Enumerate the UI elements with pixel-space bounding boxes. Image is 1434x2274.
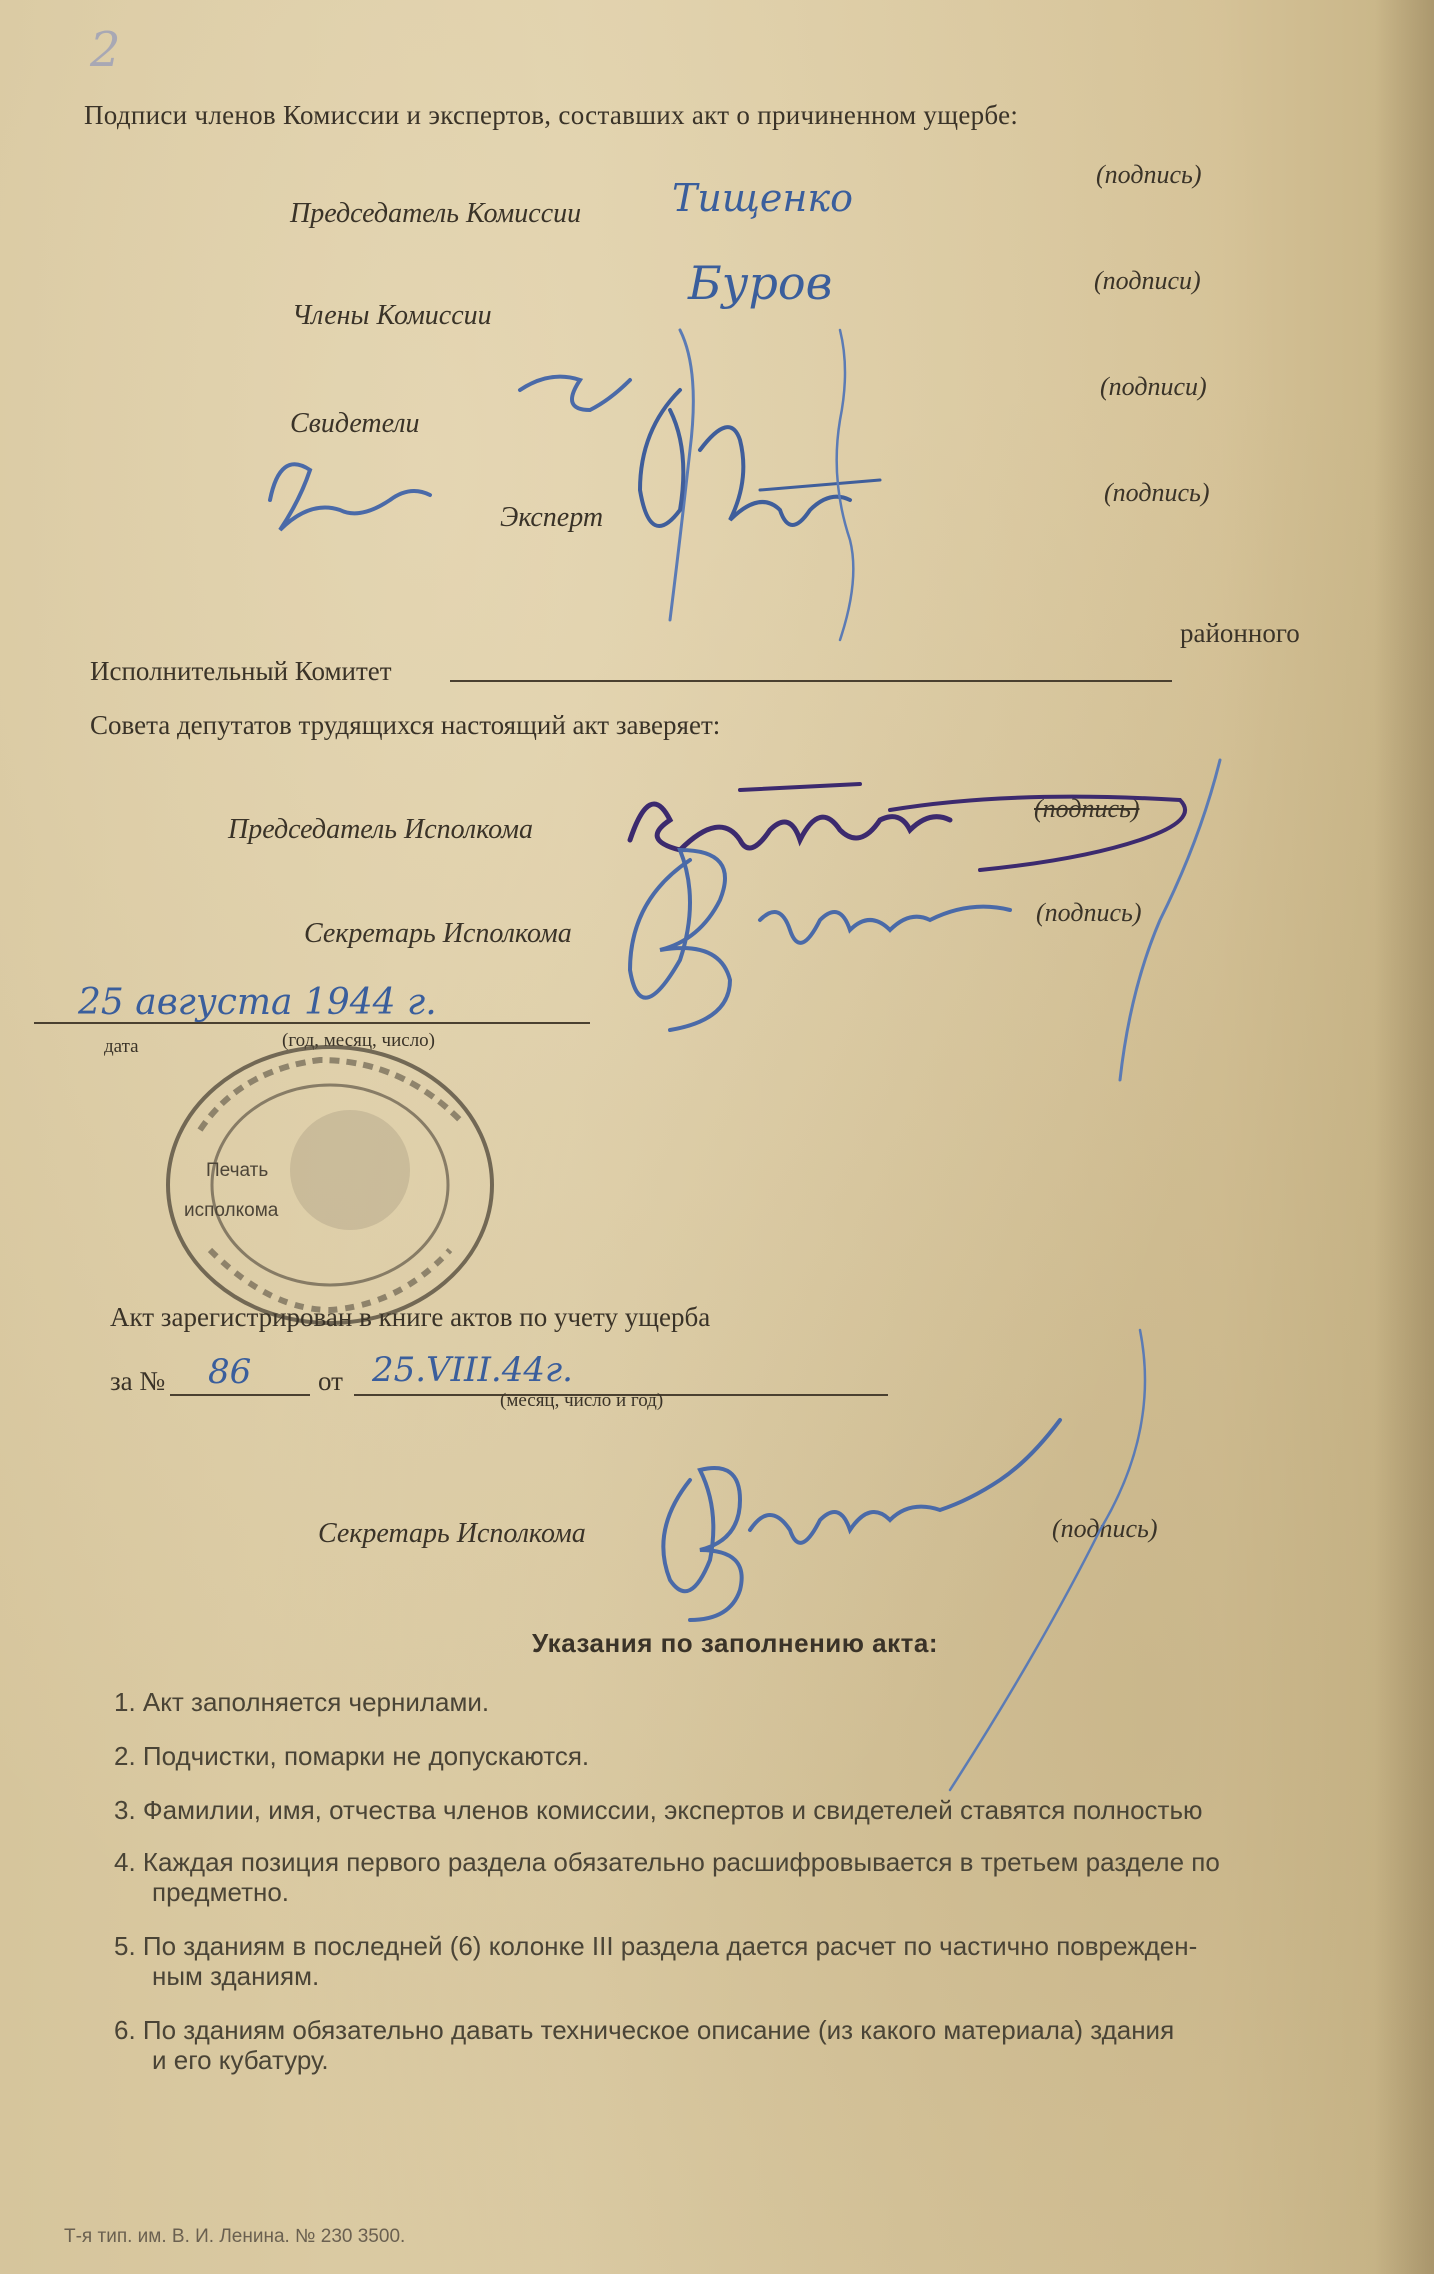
instruction-item: 6. По зданиям обязательно давать техническое описание (из какого материала) здания: [114, 2015, 1175, 2045]
witnesses-sig-label: (подписи): [1100, 372, 1207, 401]
expert-label: Эксперт: [500, 502, 604, 533]
commission-chairman-sig-label: (подпись): [1096, 160, 1202, 189]
registration-secretary-signature: [640, 1330, 1260, 1790]
witnesses-label: Свидетели: [290, 408, 420, 439]
date-hint: (год, месяц, число): [282, 1030, 436, 1051]
registration-number: 86: [208, 1352, 252, 1392]
registration-line1: Акт зарегистрирован в книге актов по учету ущерба: [110, 1302, 711, 1332]
registration-prefix: за №: [110, 1366, 166, 1396]
registration-secretary-sig-label: (подпись): [1052, 1514, 1158, 1543]
instruction-item: 2. Подчистки, помарки не допускаются.: [114, 1741, 590, 1771]
instruction-item: и его кубатуру.: [152, 2045, 329, 2075]
exec-chairman-sig-label: (подпись): [1034, 794, 1140, 823]
instruction-item: 1. Акт заполняется чернилами.: [114, 1687, 490, 1717]
instruction-item: 5. По зданиям в последней (6) колонке III раздела дается расчет по частично поврежден-: [114, 1931, 1198, 1961]
witness-expert-signatures: [280, 330, 980, 650]
commission-chairman-label: Председатель Комиссии: [290, 198, 582, 229]
date-label: дата: [104, 1036, 139, 1057]
page-number-mark: 2: [90, 22, 121, 78]
exec-chairman-label: Председатель Исполкома: [228, 814, 533, 845]
registration-secretary-label: Секретарь Исполкома: [318, 1518, 586, 1549]
instruction-item: 4. Каждая позиция первого раздела обязательно расшифровывается в третьем разделе по: [114, 1847, 1220, 1877]
header-text: Подписи членов Комиссии и экспертов, составших акт о причиненном ущербе:: [84, 100, 1019, 130]
registration-number-line: [170, 1394, 310, 1396]
official-stamp: [160, 1040, 500, 1330]
exec-committee-suffix: районного: [1180, 618, 1300, 648]
stamp-label-1: Печать: [206, 1160, 269, 1181]
printer-footer: Т-я тип. им. В. И. Ленина. № 230 3500.: [64, 2226, 406, 2247]
exec-committee-line1: Исполнительный Комитет: [90, 656, 392, 686]
exec-secretary-signature: [590, 820, 1250, 1120]
expert-sig-label: (подпись): [1104, 478, 1210, 507]
commission-members-label: Члены Комиссии: [292, 300, 492, 331]
instructions-title: Указания по заполнению акта:: [532, 1628, 939, 1658]
exec-secretary-sig-label: (подпись): [1036, 898, 1142, 927]
date-line: [34, 1022, 590, 1024]
registration-from-label: от: [318, 1366, 343, 1396]
page-edge-shadow: [1374, 0, 1434, 2274]
commission-chairman-signature: Тищенко: [672, 176, 853, 220]
instruction-item: ным зданиям.: [152, 1961, 320, 1991]
exec-secretary-label: Секретарь Исполкома: [304, 918, 572, 949]
handwritten-date: 25 августа 1944 г.: [78, 982, 437, 1023]
exec-committee-name-line: [450, 680, 1172, 682]
registration-date-hint: (месяц, число и год): [500, 1390, 664, 1411]
exec-committee-line2: Совета депутатов трудящихся настоящий акт заверяет:: [90, 710, 721, 740]
instruction-item: 3. Фамилии, имя, отчества членов комиссии, экспертов и свидетелей ставятся полностью: [114, 1795, 1203, 1825]
instruction-item: предметно.: [152, 1877, 290, 1907]
commission-members-sig-label: (подписи): [1094, 266, 1201, 295]
registration-date: 25.VIII.44г.: [372, 1350, 573, 1390]
stamp-label-2: исполкома: [184, 1200, 279, 1221]
commission-members-signature: Буров: [688, 256, 833, 310]
